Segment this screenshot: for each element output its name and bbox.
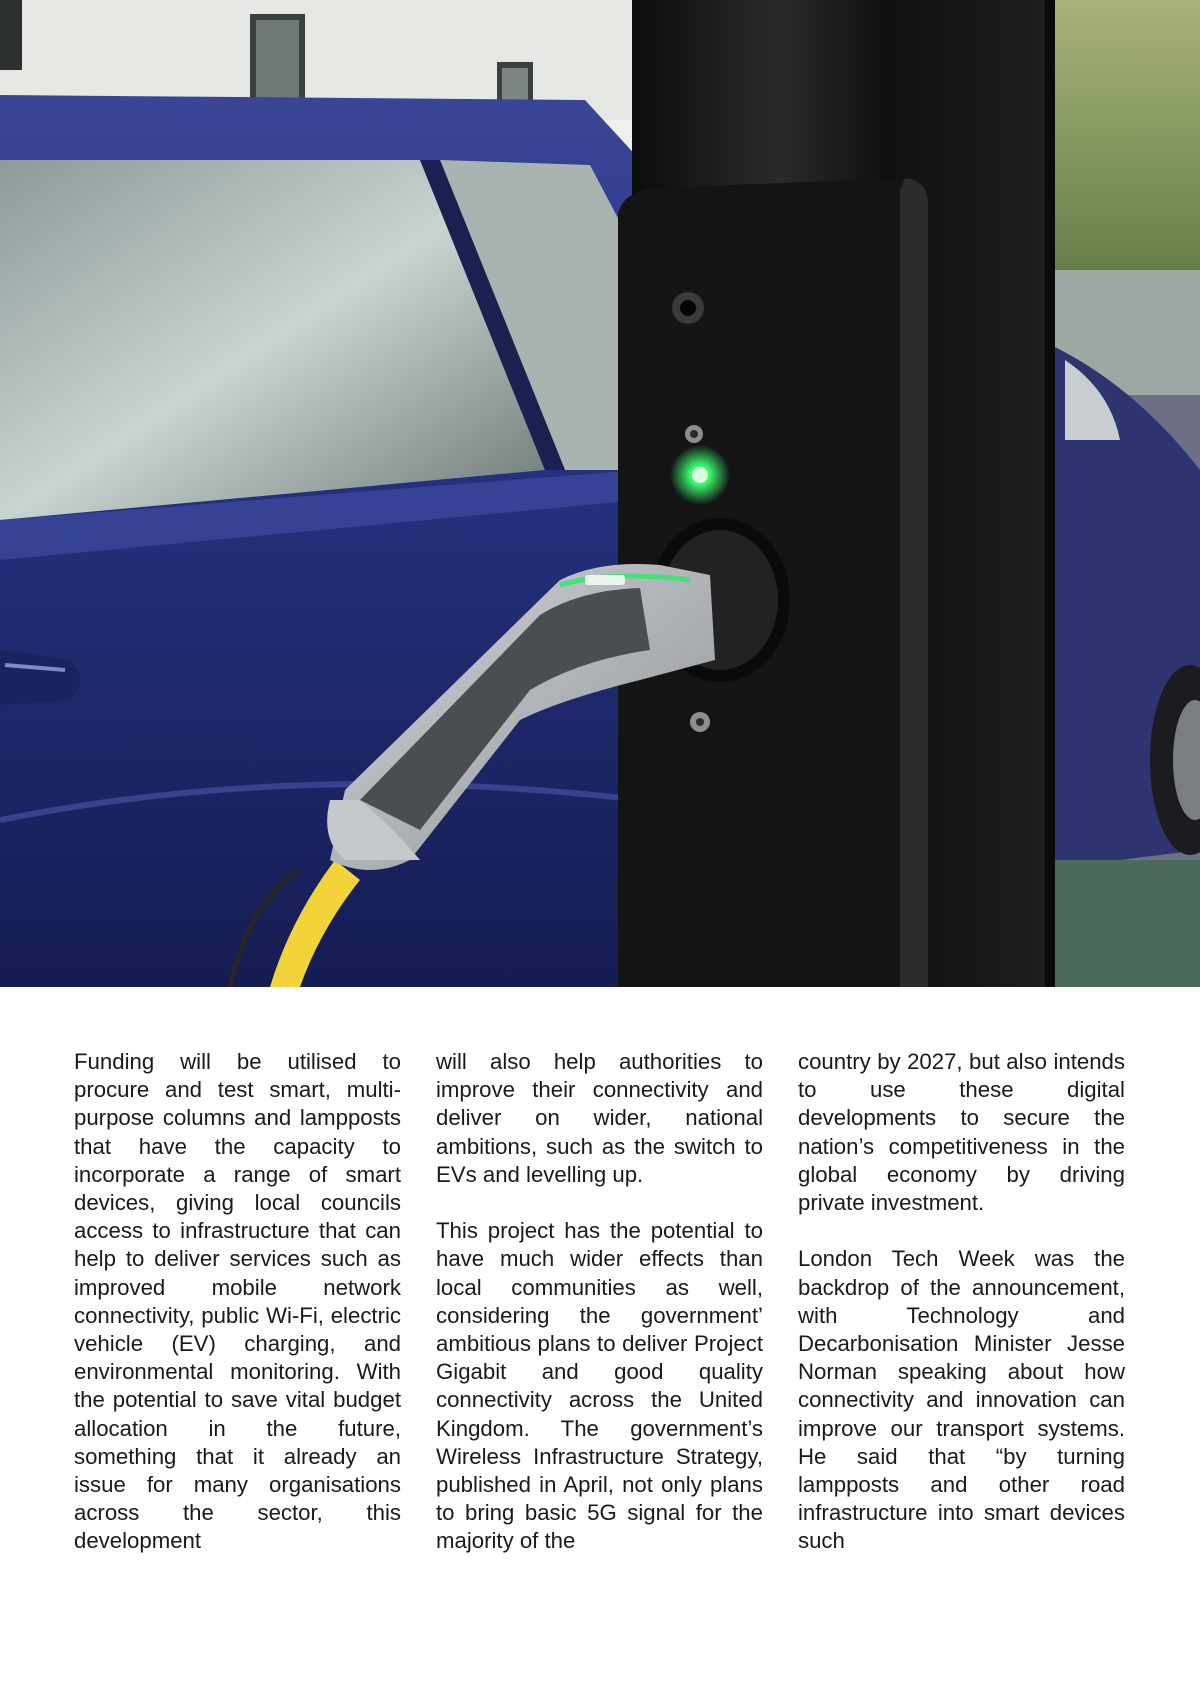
article-body bbox=[74, 1048, 1126, 1608]
paragraph: This project has the potential to have much wider effects than local communities as well, considering the government’ ambitious plans to deliver Project Gigabit and good quality connectivity across the United Kingdom. The government’s Wireless Infrastructure Strategy, published in April, not only plans to bring basic 5G signal for the majority of the bbox=[436, 1218, 763, 1554]
paragraph: will also help authorities to improve their connectivity and deliver on wider, national ambitions, such as the switch to EVs and levelling up. bbox=[436, 1049, 763, 1187]
paragraph: London Tech Week was the backdrop of the announcement, with Technology and Decarbonisation Minister Jesse Norman speaking about how connectivity and innovation can improve our transport systems. He said that “by turning lampposts and other road infrastructure into smart devices such bbox=[798, 1246, 1125, 1554]
article-column-2 bbox=[436, 1048, 763, 1556]
article-column-1 bbox=[74, 1048, 401, 1556]
paragraph: country by 2027, but also intends to use these digital developments to secure the nation’s competitiveness in the global economy by driving private investment. bbox=[798, 1049, 1125, 1216]
paragraph: Funding will be utilised to procure and test smart, multi-purpose columns and lampposts that have the capacity to incorporate a range of smart devices, giving local councils access to infrastructure that can help to deliver services such as improved mobile network connectivity, public Wi-Fi, electric vehicle (EV) charging, and environmental monitoring. With the potential to save vital budget allocation in the future, something that it already an issue for many organisations across the sector, this development bbox=[74, 1049, 401, 1554]
article-column-3 bbox=[798, 1048, 1125, 1556]
